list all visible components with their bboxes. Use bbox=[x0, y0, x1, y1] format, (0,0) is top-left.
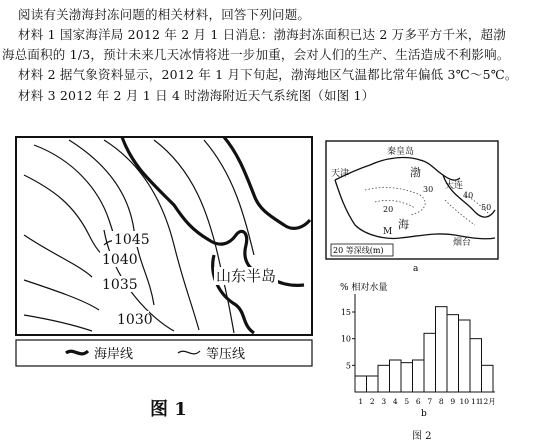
bar-6 bbox=[413, 360, 425, 392]
figure-b-bar-chart bbox=[335, 278, 500, 420]
depth-40: 40 bbox=[463, 191, 474, 200]
x-tick-2: 2 bbox=[369, 397, 375, 406]
bar-1 bbox=[355, 376, 367, 392]
place-m: M bbox=[383, 227, 393, 237]
depth-20: 20 bbox=[383, 205, 394, 214]
x-tick-8: 8 bbox=[438, 397, 444, 406]
bar-10 bbox=[459, 320, 471, 392]
chart-b-ylabel: % 相对水量 bbox=[340, 283, 388, 293]
x-tick-9: 9 bbox=[450, 397, 456, 406]
depth-30: 30 bbox=[423, 185, 434, 194]
material-1-line-a: 材料 1 国家海洋局 2012 年 2 月 1 日消息：渤海封冻面积已达 2 万多平方千米，超渤 bbox=[18, 27, 506, 42]
place-dalian: 大连 bbox=[445, 181, 464, 191]
place-bo: 渤 bbox=[410, 166, 421, 179]
intro-line: 阅读有关渤海封冻问题的相关材料，回答下列问题。 bbox=[18, 7, 311, 22]
legend-isobar-label: 等压线 bbox=[206, 347, 246, 362]
bar-2 bbox=[367, 376, 379, 392]
bar-4 bbox=[390, 360, 402, 392]
material-3-line: 材料 3 2012 年 2 月 1 日 4 时渤海附近天气系统图（如图 1） bbox=[18, 88, 375, 103]
place-tianjin: 天津 bbox=[331, 169, 350, 179]
x-tick-12: 12月 bbox=[478, 397, 496, 406]
bar-7 bbox=[424, 333, 436, 392]
x-tick-5: 5 bbox=[404, 397, 410, 406]
bar-8 bbox=[436, 307, 448, 392]
bar-11 bbox=[470, 339, 482, 392]
chart-b-x-ticks bbox=[358, 397, 495, 406]
chart-b-y-ticks bbox=[341, 308, 355, 370]
bar-3 bbox=[378, 365, 390, 392]
y-tick-5: 5 bbox=[345, 361, 351, 371]
bar-12 bbox=[482, 365, 494, 392]
figure2-caption: 图 2 bbox=[412, 431, 432, 442]
legend-coast-label: 海岸线 bbox=[94, 347, 134, 362]
material-2-line: 材料 2 据气象资料显示，2012 年 1 月下旬起，渤海地区气温都比常年偏低 3℃～5℃。 bbox=[18, 67, 518, 82]
figure1-weather-map bbox=[14, 135, 314, 375]
depth-50: 50 bbox=[481, 203, 492, 212]
map-a-caption: a bbox=[413, 264, 419, 274]
place-yantai: 烟台 bbox=[453, 238, 472, 248]
isobar-label-1030: 1030 bbox=[117, 312, 153, 328]
figure1-caption: 图 1 bbox=[150, 399, 187, 420]
isobar-label-1045: 1045 bbox=[114, 232, 150, 248]
map-a-legend: 20 等深线(m) bbox=[333, 246, 384, 255]
x-tick-11: 11 bbox=[470, 397, 481, 406]
figure1-legend-box bbox=[16, 340, 312, 366]
x-tick-6: 6 bbox=[415, 397, 421, 406]
bar-9 bbox=[447, 315, 459, 392]
material-1-line-b: 海总面积的 1/3，预计未来几天冰情将进一步加重，会对人们的生产、生活造成不利影响。 bbox=[2, 47, 510, 62]
y-tick-10: 10 bbox=[340, 334, 351, 344]
chart-b-bars bbox=[355, 307, 493, 392]
place-hai: 海 bbox=[398, 218, 409, 231]
isobar-label-1035: 1035 bbox=[102, 277, 138, 293]
figure1-frame bbox=[16, 137, 312, 335]
figure-a-bohai-map bbox=[325, 140, 500, 274]
bar-5 bbox=[401, 363, 413, 392]
x-tick-7: 7 bbox=[427, 397, 433, 406]
isobar-label-1040: 1040 bbox=[102, 252, 138, 268]
y-tick-15: 15 bbox=[340, 308, 351, 317]
peninsula-label: 山东半岛 bbox=[216, 267, 277, 285]
x-tick-3: 3 bbox=[381, 397, 387, 406]
x-tick-1: 1 bbox=[358, 397, 364, 406]
chart-b-xlabel: b bbox=[421, 409, 427, 419]
place-qinhuangdao: 秦皇岛 bbox=[387, 147, 415, 157]
x-tick-10: 10 bbox=[459, 397, 470, 406]
x-tick-4: 4 bbox=[392, 397, 398, 406]
